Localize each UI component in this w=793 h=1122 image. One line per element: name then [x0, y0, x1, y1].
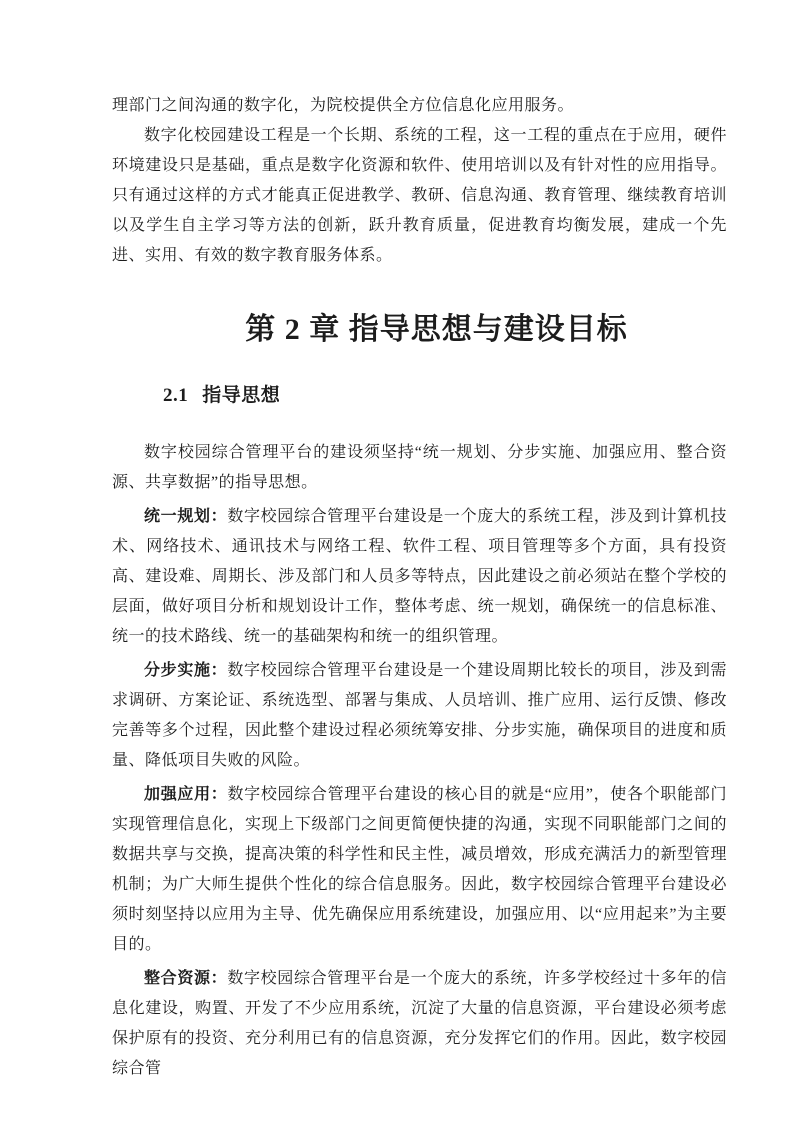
paragraph-continuation: 理部门之间沟通的数字化，为院校提供全方位信息化应用服务。	[112, 97, 575, 114]
principle-text: 数字校园综合管理平台是一个庞大的系统，许多学校经过十多年的信息化建设，购置、开发了不少应用系统，沉淀了大量的信息资源，平台建设必须考虑保护原有的投资、充分利用已有的信息资源，充分发挥它们的作用。因此，数字校园综合管	[112, 970, 727, 1077]
section-title: 指导思想	[202, 385, 281, 406]
principle-label: 加强应用：	[144, 786, 228, 803]
principle-text: 数字校园综合管理平台建设的核心目的就是“应用”，使各个职能部门实现管理信息化，实现上下级部门之间更简便快捷的沟通，实现不同职能部门之间的数据共享与交换，提高决策的科学性和民主性，减员增效，形成充满活力的新型管理机制；为广大师生提供个性化的综合信息服务。因此，数字校园综合管理平台建设必须时刻坚持以应用为主导、优先确保应用系统建设，加强应用、以“应用起来”为主要目的。	[112, 786, 727, 953]
page-content	[112, 91, 727, 1084]
principle-paragraph-strengthen-application	[112, 780, 727, 960]
section-number: 2.1	[163, 385, 189, 406]
principle-paragraph-unified-planning	[112, 502, 727, 652]
principle-label: 整合资源：	[144, 970, 228, 987]
principle-text: 数字校园综合管理平台建设是一个庞大的系统工程，涉及到计算机技术、网络技术、通讯技术与网络工程、软件工程、项目管理等多个方面，具有投资高、建设难、周期长、涉及部门和人员多等特点，因此建设之前必须站在整个学校的层面，做好项目分析和规划设计工作，整体考虑、统一规划，确保统一的信息标准、统一的技术路线、统一的基础架构和统一的组织管理。	[112, 508, 727, 645]
chapter-heading: 第 2 章 指导思想与建设目标	[245, 313, 628, 346]
section-heading	[163, 382, 727, 410]
section-intro-paragraph: 数字校园综合管理平台的建设须坚持“统一规划、分步实施、加强应用、整合资源、共享数据”的指导思想。	[112, 444, 727, 491]
principle-paragraph-integrate-resources	[112, 964, 727, 1084]
principle-label: 分步实施：	[144, 662, 228, 679]
principle-paragraph-step-implementation	[112, 656, 727, 776]
paragraph-digital-campus-project: 数字化校园建设工程是一个长期、系统的工程，这一工程的重点在于应用，硬件环境建设只是基础，重点是数字化资源和软件、使用培训以及有针对性的应用指导。只有通过这样的方式才能真正促进教学、教研、信息沟通、教育管理、继续教育培训以及学生自主学习等方法的创新，跃升教育质量，促进教育均衡发展，建成一个先进、实用、有效的数字教育服务体系。	[112, 127, 727, 264]
principle-text: 数字校园综合管理平台建设是一个建设周期比较长的项目，涉及到需求调研、方案论证、系统选型、部署与集成、人员培训、推广应用、运行反馈、修改完善等多个过程，因此整个建设过程必须统筹安排、分步实施，确保项目的进度和质量、降低项目失败的风险。	[112, 662, 727, 769]
principle-label: 统一规划：	[144, 508, 228, 525]
